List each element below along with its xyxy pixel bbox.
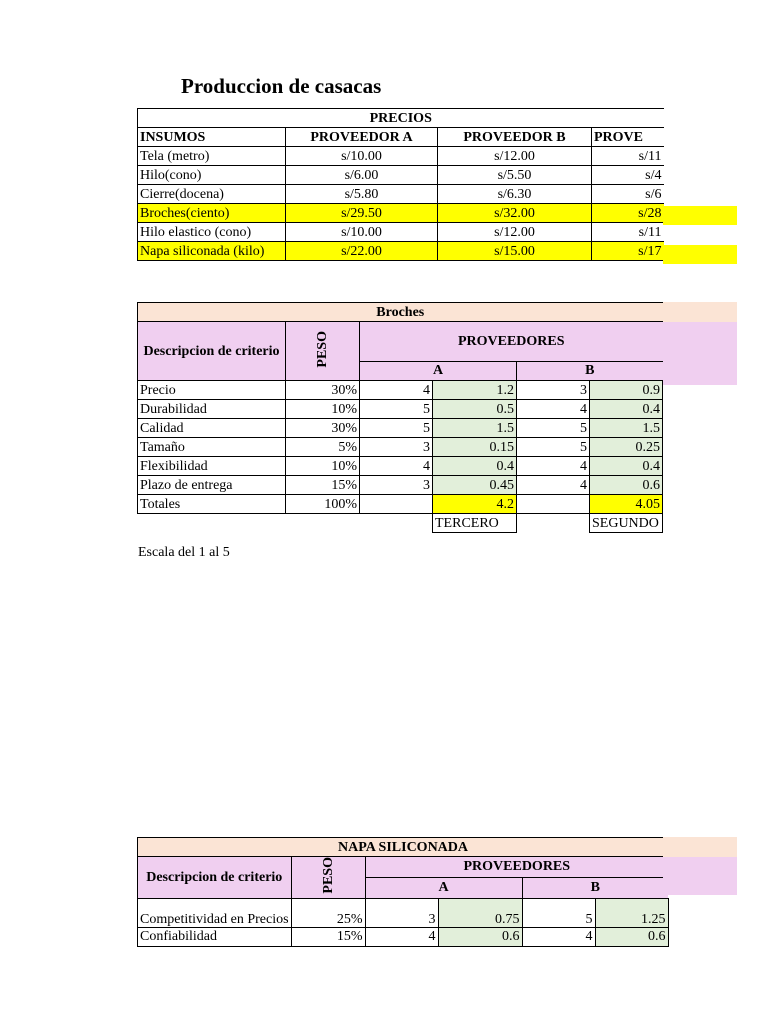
empty-cell: [360, 495, 433, 514]
insumo-cell: Tela (metro): [138, 147, 286, 166]
value-b-cell: 1.5: [590, 419, 663, 438]
value-a-cell: 0.4: [433, 457, 517, 476]
header-overflow: [663, 322, 737, 385]
highlight-overflow: [663, 245, 737, 264]
value-b-cell: 0.6: [595, 927, 668, 946]
value-b-cell: 0.4: [590, 457, 663, 476]
empty-cell: [286, 514, 360, 533]
totals-row: [138, 495, 663, 514]
value-a-cell: 0.45: [433, 476, 517, 495]
rank-row: [138, 514, 663, 533]
table-row: [138, 185, 664, 204]
peso-header: [286, 322, 360, 381]
precios-table: [137, 108, 664, 261]
peso-cell: 30%: [286, 381, 360, 400]
header-overflow: [663, 837, 737, 857]
criterio-cell: Durabilidad: [138, 400, 286, 419]
proveedor-a-header: A: [365, 877, 522, 898]
rank-a-cell: TERCERO: [433, 514, 517, 533]
criterio-cell: Precio: [138, 381, 286, 400]
criterio-cell: Tamaño: [138, 438, 286, 457]
value-a-cell: 1.2: [433, 381, 517, 400]
peso-cell: 25%: [291, 898, 365, 927]
broches-header: Broches: [138, 303, 663, 322]
proveedores-header: PROVEEDORES: [365, 857, 668, 878]
header-overflow: [663, 857, 737, 895]
proveedor-b-header: B: [522, 877, 668, 898]
insumo-cell: Cierre(docena): [138, 185, 286, 204]
price-c-cell: s/17: [592, 242, 664, 261]
peso-label: PESO: [315, 330, 330, 368]
criterio-header: Descripcion de criterio: [138, 857, 292, 899]
insumo-cell: Hilo(cono): [138, 166, 286, 185]
totales-peso: 100%: [286, 495, 360, 514]
column-header-proveedor-b: PROVEEDOR B: [438, 128, 592, 147]
price-a-cell: s/22.00: [286, 242, 438, 261]
score-a-cell: 5: [360, 419, 433, 438]
table-row: [138, 147, 664, 166]
score-a-cell: 4: [360, 457, 433, 476]
price-a-cell: s/5.80: [286, 185, 438, 204]
criterio-cell: Calidad: [138, 419, 286, 438]
price-b-cell: s/15.00: [438, 242, 592, 261]
score-b-cell: 3: [517, 381, 590, 400]
rank-b-cell: SEGUNDO: [590, 514, 663, 533]
table-row: [138, 438, 663, 457]
insumo-cell: Napa siliconada (kilo): [138, 242, 286, 261]
table-row: [138, 476, 663, 495]
price-a-cell: s/29.50: [286, 204, 438, 223]
criterio-header: Descripcion de criterio: [138, 322, 286, 381]
total-a-cell: 4.2: [433, 495, 517, 514]
proveedor-a-header: A: [360, 361, 517, 380]
broches-table: [137, 302, 663, 533]
insumo-cell: Hilo elastico (cono): [138, 223, 286, 242]
table-row: [138, 381, 663, 400]
peso-header: [291, 857, 365, 899]
empty-cell: [517, 495, 590, 514]
column-header-insumos: INSUMOS: [138, 128, 286, 147]
value-b-cell: 0.4: [590, 400, 663, 419]
table-row: [138, 927, 669, 946]
score-b-cell: 5: [517, 419, 590, 438]
value-a-cell: 0.15: [433, 438, 517, 457]
score-b-cell: 4: [517, 400, 590, 419]
price-a-cell: s/6.00: [286, 166, 438, 185]
peso-cell: 15%: [291, 927, 365, 946]
score-b-cell: 4: [517, 457, 590, 476]
criterio-cell: Confiabilidad: [138, 927, 292, 946]
price-b-cell: s/12.00: [438, 223, 592, 242]
value-b-cell: 0.6: [590, 476, 663, 495]
peso-cell: 5%: [286, 438, 360, 457]
peso-cell: 10%: [286, 400, 360, 419]
price-c-cell: s/4: [592, 166, 664, 185]
insumo-cell: Broches(ciento): [138, 204, 286, 223]
score-b-cell: 5: [517, 438, 590, 457]
napa-table: [137, 837, 669, 947]
score-b-cell: 4: [522, 927, 595, 946]
price-b-cell: s/12.00: [438, 147, 592, 166]
peso-label: PESO: [320, 857, 336, 894]
proveedores-header: PROVEEDORES: [360, 322, 663, 362]
price-b-cell: s/32.00: [438, 204, 592, 223]
criterio-cell: Plazo de entrega: [138, 476, 286, 495]
table-row: [138, 457, 663, 476]
criterio-cell: Flexibilidad: [138, 457, 286, 476]
table-row-highlighted: [138, 242, 664, 261]
value-b-cell: 1.25: [595, 898, 668, 927]
empty-cell: [360, 514, 433, 533]
score-a-cell: 3: [360, 438, 433, 457]
proveedor-b-header: B: [517, 361, 663, 380]
price-c-cell: s/11: [592, 223, 664, 242]
price-a-cell: s/10.00: [286, 223, 438, 242]
column-header-proveedor-a: PROVEEDOR A: [286, 128, 438, 147]
score-a-cell: 3: [360, 476, 433, 495]
price-c-cell: s/6: [592, 185, 664, 204]
highlight-overflow: [663, 206, 737, 225]
empty-cell: [517, 514, 590, 533]
value-a-cell: 0.6: [438, 927, 522, 946]
totales-label: Totales: [138, 495, 286, 514]
table-row: [138, 898, 669, 927]
header-overflow: [663, 302, 737, 322]
table-row: [138, 419, 663, 438]
price-c-cell: s/28: [592, 204, 664, 223]
table-row: [138, 166, 664, 185]
table-row: [138, 223, 664, 242]
napa-header: NAPA SILICONADA: [138, 838, 669, 857]
price-b-cell: s/5.50: [438, 166, 592, 185]
value-b-cell: 0.25: [590, 438, 663, 457]
value-a-cell: 1.5: [433, 419, 517, 438]
score-b-cell: 5: [522, 898, 595, 927]
precios-header: PRECIOS: [138, 109, 664, 128]
price-b-cell: s/6.30: [438, 185, 592, 204]
table-row-highlighted: [138, 204, 664, 223]
column-header-proveedor-c: PROVE: [592, 128, 664, 147]
peso-cell: 10%: [286, 457, 360, 476]
value-b-cell: 0.9: [590, 381, 663, 400]
score-a-cell: 4: [365, 927, 438, 946]
price-c-cell: s/11: [592, 147, 664, 166]
total-b-cell: 4.05: [590, 495, 663, 514]
page-title: Produccion de casacas: [181, 74, 382, 98]
table-row: [138, 400, 663, 419]
value-a-cell: 0.75: [438, 898, 522, 927]
value-a-cell: 0.5: [433, 400, 517, 419]
empty-cell: [138, 514, 286, 533]
price-a-cell: s/10.00: [286, 147, 438, 166]
scale-note: Escala del 1 al 5: [138, 545, 230, 560]
score-a-cell: 3: [365, 898, 438, 927]
criterio-cell: Competitividad en Precios: [138, 898, 292, 927]
score-b-cell: 4: [517, 476, 590, 495]
peso-cell: 30%: [286, 419, 360, 438]
score-a-cell: 4: [360, 381, 433, 400]
score-a-cell: 5: [360, 400, 433, 419]
peso-cell: 15%: [286, 476, 360, 495]
